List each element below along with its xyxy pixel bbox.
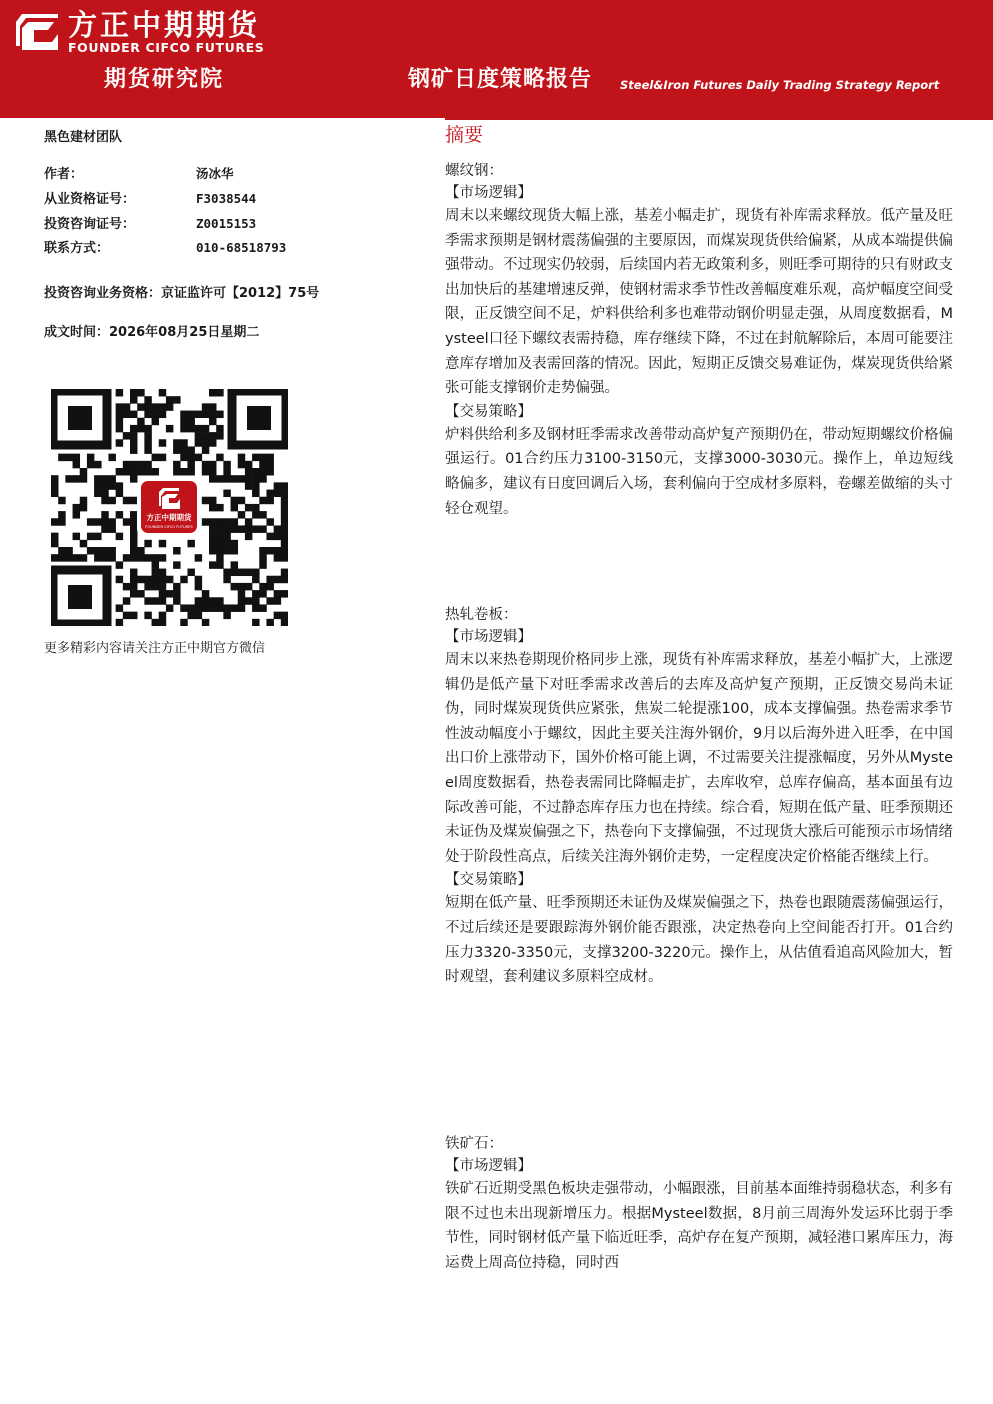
consult-cert-row [44,215,256,234]
hrc-logic-text: 周末以来热卷期现价格同步上涨，现货有补库需求释放，基差小幅扩大，上涨逻辑仍是低产量下对旺季需求改善后的去库及高炉复产预期，正反馈交易尚未证伪，同时煤炭现货供应紧张，焦炭二轮提涨100，成本支撑偏强。热卷需求季节性波动幅度小于螺纹，因此主要关注海外钢价，9月以后海外进入旺季，在中国出口价上涨带动下，国外价格可能上调，不过需要关注提涨幅度，另外从Mysteel周度数据看，热卷表需同比降幅走扩，去库收窄，总库存偏高，基本面虽有边际改善可能，不过静态库存压力也在持续。综合看，短期在低产量、旺季预期还未证伪及煤炭偏强之下，热卷向下支撑偏强，不过现货大涨后可能预示市场情绪处于阶段性高点，后续关注海外钢价走势，一定程度决定价格能否继续上行。 [445,652,953,865]
section-iron-ore-title: 铁矿石： [445,1136,503,1152]
qr-center-cn: 方正中期期货 [146,513,192,522]
license-row [44,190,256,209]
hrc-strategy-heading: 【交易策略】 [445,872,532,889]
consult-cert-label: 投资咨询证号： [44,217,136,232]
license-label: 从业资格证号： [44,192,136,207]
contact-label: 联系方式： [44,241,110,256]
rebar-logic-heading: 【市场逻辑】 [445,185,532,201]
rebar-logic-text: 周末以来螺纹现货大幅上涨，基差小幅走扩，现货有补库需求释放。低产量及旺季需求预期是钢材震荡偏强的主要原因，而煤炭现货供给偏紧，从成本端提供偏强带动。不过现实仍较弱，后续国内若无政策利多，则旺季可期待的只有财政支出加快后的基建增速反弹，使钢材需求季节性改善幅度难乐观，高炉幅度空间受限，正反馈空间不足，炉料供给利多也难带动钢价明显走强，从周度数据看，Mysteel口径下螺纹表需持稳，库存继续下降，不过在封航解除后，本周可能要注意库存增加及表需回落的情况。因此，短期正反馈交易难证伪，煤炭现货供给紧张可能支撑钢价走势偏强。 [445,208,953,397]
section-iron-ore [445,1133,953,1275]
author-label: 作者： [44,167,84,182]
publish-date: 成文时间：2026年08月25日星期二 [44,325,260,340]
qr-caption: 更多精彩内容请关注方正中期官方微信 [44,641,266,656]
qr-finder-tl-core [68,406,92,430]
iron-ore-logic-text: 铁矿石近期受黑色板块走强带动，小幅跟涨，目前基本面维持弱稳状态，利多有限不过也未出现新增压力。根据Mysteel数据，8月前三周海外发运环比弱于季节性，同时钢材低产量下临近旺季，高炉存在复产预期，减轻港口累库压力，海运费上周高位持稳，同时西 [445,1181,953,1271]
company-logo-icon [14,12,60,52]
team-name: 黑色建材团队 [44,130,123,145]
license-value: F3038544 [196,191,257,206]
section-rebar [445,160,953,521]
hrc-strategy-text: 短期在低产量、旺季预期还未证伪及煤炭偏强之下，热卷也跟随震荡偏强运行，不过后续还是要跟踪海外钢价能否跟涨，决定热卷向上空间能否打开。01合约压力3320-3350元，支撑3200-3220元。操作上，从估值看追高风险加大，暂时观望，套利建议多原料空成材。 [445,895,953,986]
department-name: 期货研究院 [104,67,225,92]
abstract-title: 摘要 [445,124,484,146]
wechat-qr-code[interactable] [51,389,288,626]
report-title-en: Steel&Iron Futures Daily Trading Strategy Report [620,78,940,92]
author-row [44,165,234,184]
section-rebar-title: 螺纹钢： [445,163,503,179]
contact-row [44,239,286,258]
section-hrc-title: 热轧卷板： [445,607,518,623]
qualification: 投资咨询业务资格：京证监许可【2012】75号 [44,286,320,301]
consult-cert-value: Z0015153 [196,216,257,231]
rebar-strategy-text: 炉料供给利多及钢材旺季需求改善带动高炉复产预期仍在，带动短期螺纹价格偏强运行。01合约压力3100-3150元，支撑3000-3030元。操作上，单边短线略偏多，建议有日度回调后入场，套利偏向于空成材多原料，卷螺差做缩的头寸轻仓观望。 [445,426,953,517]
author-value: 汤冰华 [196,166,234,181]
brand-name-en: FOUNDER CIFCO FUTURES [68,40,265,55]
report-header [0,0,993,118]
qr-finder-bl-core [68,585,92,609]
hrc-logic-heading: 【市场逻辑】 [445,629,532,645]
section-hot-rolled-coil [445,604,953,990]
qr-finder-tr-core [247,406,271,430]
report-title: 钢矿日度策略报告 [408,67,593,92]
contact-value: 010-68518793 [196,240,287,255]
rebar-strategy-heading: 【交易策略】 [445,403,532,420]
qr-center-en: FOUNDER CIFCO FUTURES [145,525,193,529]
iron-ore-logic-heading: 【市场逻辑】 [445,1158,532,1174]
abstract-divider [445,118,993,120]
brand-name-cn: 方正中期期货 [68,8,261,42]
